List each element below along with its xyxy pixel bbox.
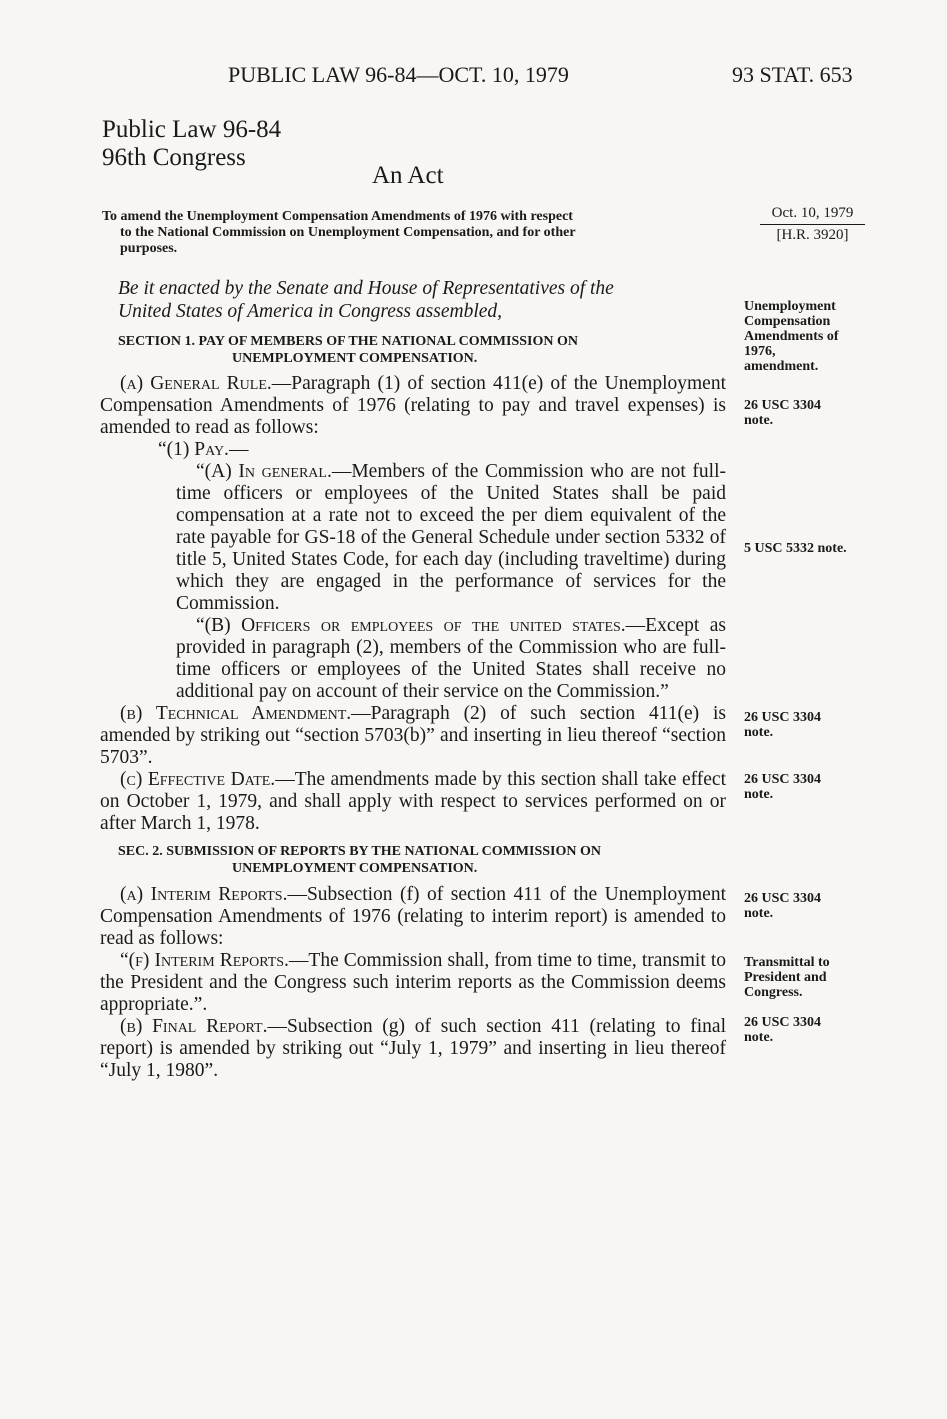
note-line: 26 USC 3304: [744, 710, 822, 725]
subparagraph-label: In general.: [238, 461, 332, 482]
note-line: Amendments of: [744, 329, 839, 344]
purpose-line: To amend the Unemployment Compensation Amendments of 1976 with respect: [102, 209, 573, 224]
margin-date: [760, 203, 865, 246]
purpose-line: purposes.: [120, 241, 178, 256]
purpose-clause: [102, 209, 727, 257]
note-line: 1976,: [744, 344, 776, 359]
note-line: President and: [744, 970, 827, 985]
subparagraph-text: —Members of the Commission who are not full-time officers or employees of the United States shall be paid compensation at a rate not to exceed the per diem equivalent of the rate payable for GS-18 of the General Schedule under section 5332 of title 5, United States Code, for each day (including traveltime) during which they are engaged in the performance of services for the Commission.: [176, 461, 726, 614]
paragraph-label: “(1) Pay.: [158, 439, 229, 460]
margin-note-usc: [744, 772, 894, 802]
subparagraph-label: Officers or employees of the united states.: [241, 615, 626, 636]
subparagraph-open: “(A): [196, 461, 239, 482]
subsection-a: [100, 373, 726, 439]
subsection-b: [100, 703, 726, 769]
subsection-label: (b) Technical Amendment.: [120, 703, 352, 724]
section-1-heading: [118, 333, 728, 367]
note-line: 26 USC 3304: [744, 772, 822, 787]
subsection-text: —The Commission shall, from time to time, transmit to the President and the Congress such interim reports as the Commission deems appropriate.”.: [100, 950, 726, 1015]
note-line: Compensation: [744, 314, 831, 329]
enacting-line: Be it enacted by the Senate and House of Representatives of the: [118, 278, 614, 299]
public-law-number: Public Law 96-84: [102, 116, 282, 143]
bill-number: [H.R. 3920]: [776, 227, 849, 243]
paragraph-dash: —: [228, 439, 249, 460]
note-line: Transmittal to: [744, 955, 830, 970]
enacting-line: United States of America in Congress assembled,: [118, 301, 503, 322]
subsection-label: “(f) Interim Reports.: [120, 950, 289, 971]
section-2-body: [100, 884, 726, 1082]
heading-line: SECTION 1. PAY OF MEMBERS OF THE NATIONAL COMMISSION ON: [118, 334, 578, 349]
subparagraph-a: [100, 461, 726, 703]
margin-note-usc: [744, 710, 894, 740]
note-line: note.: [744, 787, 774, 802]
note-line: Congress.: [744, 985, 803, 1000]
note-line: 26 USC 3304: [744, 398, 822, 413]
subsection-text: —Subsection (g) of such section 411 (relating to final report) is amended by striking out “July 1, 1979” and inserting in lieu thereof “July 1, 1980”.: [100, 1016, 726, 1081]
subsection-text: —Paragraph (1) of section 411(e) of the Unemployment Compensation Amendments of 1976 (relating to pay and travel expenses) is amended to read as follows:: [100, 373, 727, 438]
note-line: amendment.: [744, 359, 819, 374]
subparagraph-text: —Except as provided in paragraph (2), members of the Commission who are full-time officers or employees of the United States shall receive no additional pay on account of their service on the Commission.”: [176, 615, 726, 702]
section-1-body: [100, 373, 726, 835]
section-2-heading: [118, 843, 728, 877]
subsection-b: [100, 1016, 726, 1082]
margin-note-transmittal: [744, 955, 894, 1000]
note-line: Unemployment: [744, 299, 836, 314]
note-line: note.: [744, 413, 774, 428]
note-line: 26 USC 3304: [744, 1015, 822, 1030]
subsection-label: (a) General Rule.: [120, 373, 272, 394]
subsection-text: —The amendments made by this section shall take effect on October 1, 1979, and shall apply with respect to services performed on or after March 1, 1978.: [100, 769, 726, 834]
heading-line: UNEMPLOYMENT COMPENSATION.: [232, 861, 478, 876]
margin-note-usc: [744, 891, 894, 921]
subsection-label: (c) Effective Date.: [120, 769, 276, 790]
subsection-label: (b) Final Report.: [120, 1016, 268, 1037]
purpose-line: to the National Commission on Unemployment Compensation, and for other: [120, 225, 576, 240]
note-line: note.: [744, 1030, 774, 1045]
enacting-clause: [118, 277, 728, 323]
subparagraph-b: [176, 615, 726, 703]
note-line: 26 USC 3304: [744, 891, 822, 906]
margin-note-usc: [744, 398, 894, 428]
subsection-label: (a) Interim Reports.: [120, 884, 288, 905]
act-title: An Act: [372, 162, 444, 189]
margin-note-amendment: [744, 299, 894, 374]
subsection-c: [100, 769, 726, 835]
subparagraph-open: “(B): [196, 615, 242, 636]
heading-line: SEC. 2. SUBMISSION OF REPORTS BY THE NATIONAL COMMISSION ON: [118, 844, 601, 859]
subsection-text: —Subsection (f) of section 411 of the Unemployment Compensation Amendments of 1976 (relating to interim report) is amended to read as follows:: [100, 884, 726, 949]
heading-line: UNEMPLOYMENT COMPENSATION.: [232, 351, 478, 366]
margin-note-usc: [744, 541, 894, 556]
statute-page-number: 93 STAT. 653: [732, 62, 853, 87]
margin-note-usc: [744, 1015, 894, 1045]
note-line: 5 USC 5332 note.: [744, 541, 847, 556]
note-line: note.: [744, 906, 774, 921]
note-line: note.: [744, 725, 774, 740]
paragraph-1-heading: [100, 439, 726, 461]
congress-number: 96th Congress: [102, 144, 246, 171]
law-identity: [102, 116, 281, 172]
subsection-a: [100, 884, 726, 950]
enactment-date: Oct. 10, 1979: [760, 203, 865, 225]
subsection-text: —Paragraph (2) of such section 411(e) is amended by striking out “section 5703(b)” and inserting in lieu thereof “section 5703”.: [100, 703, 727, 768]
running-header: PUBLIC LAW 96-84—OCT. 10, 1979: [228, 62, 569, 87]
subsection-f-quote: [100, 950, 726, 1016]
